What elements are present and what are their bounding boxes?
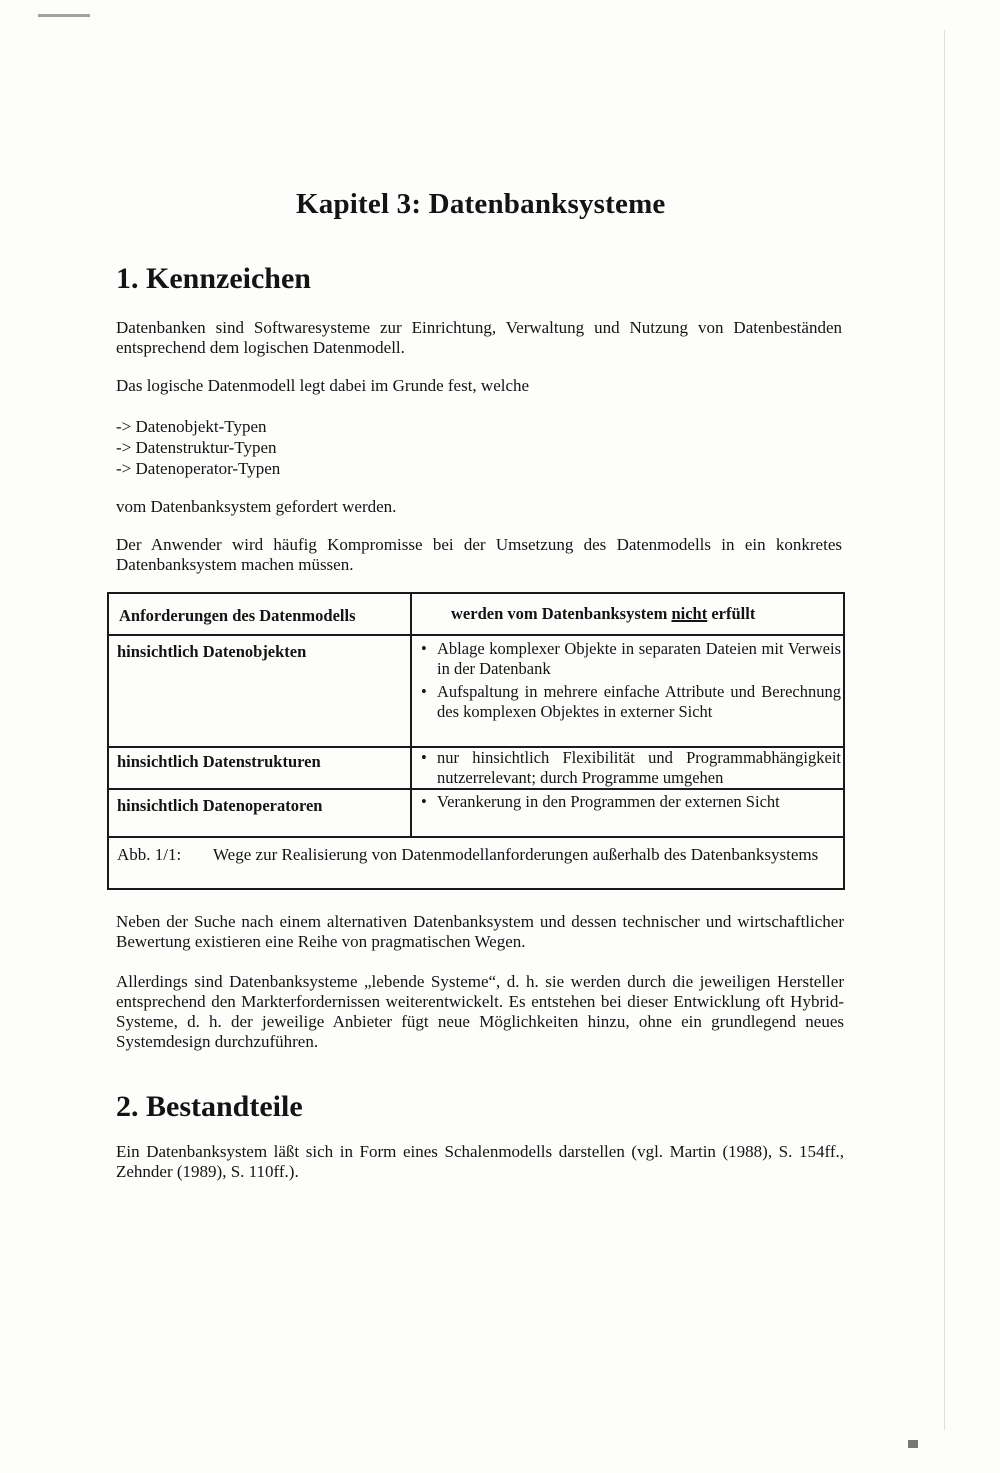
table-caption-divider xyxy=(109,836,843,838)
requirements-table xyxy=(107,592,845,890)
section-2-heading: 2. Bestandteile xyxy=(116,1090,303,1123)
section-2-paragraph-1: Ein Datenbanksystem läßt sich in Form eines Schalenmodells darstellen (vgl. Martin (1988), S. 154ff., Zehnder (1989), S. 110ff.). xyxy=(116,1142,844,1181)
scan-mark-bottom-right xyxy=(908,1440,918,1448)
section-1-paragraph-1: Datenbanken sind Softwaresysteme zur Einrichtung, Verwaltung und Nutzung von Datenbeständen entsprechend dem logischen Datenmodell. xyxy=(116,318,842,357)
emphasis-nicht: nicht xyxy=(671,604,708,623)
table-row-label: hinsichtlich Datenoperatoren xyxy=(117,796,323,815)
scan-mark-right-edge xyxy=(944,30,945,1430)
table-header-left: Anforderungen des Datenmodells xyxy=(119,606,356,625)
list-item: -> Datenstruktur-Typen xyxy=(116,438,277,457)
figure-caption xyxy=(117,844,837,865)
section-1-paragraph-4: Der Anwender wird häufig Kompromisse bei der Umsetzung des Datenmodells in ein konkretes Datenbanksystem machen müssen. xyxy=(116,535,842,574)
table-header-right: werden vom Datenbanksystem nicht erfüllt xyxy=(451,604,756,623)
table-row-divider xyxy=(109,788,843,790)
figure-number: Abb. 1/1: xyxy=(117,845,182,864)
paragraph-6: Allerdings sind Datenbanksysteme „lebende Systeme“, d. h. sie werden durch die jeweiligen Hersteller entsprechend den Markterfordernissen weiterentwickelt. Es entstehen bei dieser Entwicklung oft Hybrid-Systeme, d. h. der jeweilige Anbieter fügt neue Möglichkeiten hinzu, ohne ein grundlegend neues Systemdesign durchzuführen. xyxy=(116,972,844,1051)
table-header-divider xyxy=(109,634,843,636)
table-column-divider xyxy=(410,594,412,836)
table-row-label: hinsichtlich Datenstrukturen xyxy=(117,752,321,771)
scan-mark-top-left xyxy=(38,14,90,17)
table-bullet: • nur hinsichtlich Flexibilität und Programmabhängigkeit nutzerrelevant; durch Programme umgehen xyxy=(421,748,841,787)
table-bullet: • Ablage komplexer Objekte in separaten Dateien mit Verweis in der Datenbank xyxy=(421,639,841,678)
section-1-heading: 1. Kennzeichen xyxy=(116,262,311,295)
figure-caption-text: Wege zur Realisierung von Datenmodellanforderungen außerhalb des Datenbanksystems xyxy=(213,845,819,864)
list-item: -> Datenobjekt-Typen xyxy=(116,417,267,436)
table-bullet: • Verankerung in den Programmen der externen Sicht xyxy=(421,792,780,811)
list-item: -> Datenoperator-Typen xyxy=(116,459,281,478)
section-1-paragraph-3: vom Datenbanksystem gefordert werden. xyxy=(116,497,397,516)
table-bullet: • Aufspaltung in mehrere einfache Attribute und Berechnung des komplexen Objektes in externer Sicht xyxy=(421,682,841,721)
chapter-title: Kapitel 3: Datenbanksysteme xyxy=(296,188,666,220)
datatype-list xyxy=(116,416,280,479)
section-1-paragraph-2: Das logische Datenmodell legt dabei im Grunde fest, welche xyxy=(116,376,530,395)
paragraph-5: Neben der Suche nach einem alternativen Datenbanksystem und dessen technischer und wirtschaftlicher Bewertung existieren eine Reihe von pragmatischen Wegen. xyxy=(116,912,844,951)
table-row-label: hinsichtlich Datenobjekten xyxy=(117,642,307,661)
